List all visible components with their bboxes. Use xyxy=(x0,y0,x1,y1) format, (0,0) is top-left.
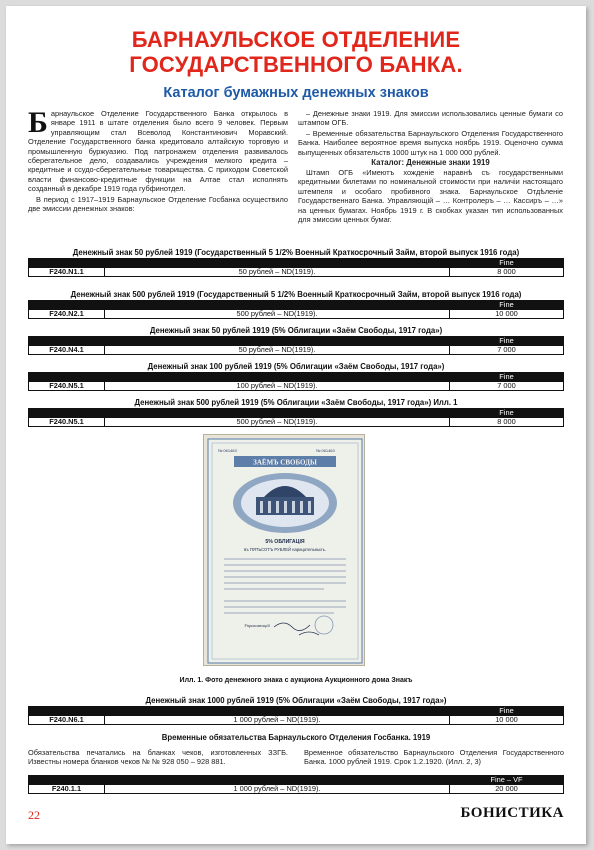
catalog-value: 7 000 xyxy=(450,382,564,391)
section-title: Денежный знак 500 рублей 1919 (5% Облигации «Заём Свободы, 1917 года») Илл. 1 xyxy=(134,398,458,407)
catalog-table xyxy=(28,336,564,355)
page-number: 22 xyxy=(28,808,40,822)
catalog-desc: 1 000 рублей – ND(1919). xyxy=(105,716,450,725)
grade-label: Fine xyxy=(450,707,564,716)
grade-label: Fine xyxy=(450,259,564,268)
catalog-section-7 xyxy=(28,775,564,794)
image-caption: Илл. 1. Фото денежного знака с аукциона Аукционного дома Знакъ xyxy=(179,677,413,684)
banknote-image xyxy=(203,434,365,666)
catalog-table xyxy=(28,300,564,319)
drop-cap: Б xyxy=(28,106,48,139)
page xyxy=(6,6,586,844)
note-column xyxy=(300,501,303,513)
catalog-table xyxy=(28,258,564,277)
catalog-code: F240.N5.1 xyxy=(29,382,105,391)
catalog-table xyxy=(28,706,564,725)
catalog-desc: 500 рублей – ND(1919). xyxy=(105,418,450,427)
catalog-section-4 xyxy=(28,362,564,391)
bottom-left-text: Обязательства печатались на бланках чеков, изготовленных ЗЗГБ. Известны номера бланков чеков № № 928 050 – 928 881. xyxy=(28,748,288,767)
catalog-table xyxy=(28,372,564,391)
note-column xyxy=(276,501,279,513)
page-title-line1: БАРНАУЛЬСКОЕ ОТДЕЛЕНИЕ xyxy=(131,27,461,52)
note-header-text: ЗАЁМЪ СВОБОДЫ xyxy=(253,458,317,467)
grade-label: Fine xyxy=(450,409,564,418)
catalog-desc: 50 рублей – ND(1919). xyxy=(105,346,450,355)
intro-paragraph-1 xyxy=(28,106,288,194)
note-column xyxy=(268,501,271,513)
catalog-section-3 xyxy=(28,326,564,355)
catalog-heading: Каталог: Денежные знаки 1919 xyxy=(371,158,490,168)
catalog-value: 8 000 xyxy=(450,268,564,277)
catalog-section-2 xyxy=(28,290,564,319)
section-title: Денежный знак 50 рублей 1919 (5% Облигации «Заём Свободы, 1917 года») xyxy=(149,326,443,335)
magazine-name: БОНИСТИКА xyxy=(460,805,564,821)
catalog-code: F240.N2.1 xyxy=(29,310,105,319)
note-column xyxy=(260,501,263,513)
note-column xyxy=(292,501,295,513)
section-title: Денежный знак 50 рублей 1919 (Государственный 5 1/2% Военный Краткосрочный Займ, второй выпуск 1916 года) xyxy=(72,248,520,257)
catalog-code: F240.N6.1 xyxy=(29,716,105,725)
catalog-table xyxy=(28,408,564,427)
catalog-desc: 500 рублей – ND(1919). xyxy=(105,310,450,319)
grade-label: Fine xyxy=(450,301,564,310)
catalog-value: 20 000 xyxy=(450,785,564,794)
note-column xyxy=(284,501,287,513)
section-title: Денежный знак 500 рублей 1919 (Государственный 5 1/2% Военный Краткосрочный Займ, второй выпуск 1916 года) xyxy=(70,290,522,299)
catalog-code: F240.N4.1 xyxy=(29,346,105,355)
bottom-right-text: Временное обязательство Барнаульского Отделения Государственного Банка. 1000 рублей 1919. Срок 1.2.1920. (Илл. 2, 3) xyxy=(304,748,564,767)
catalog-desc: 50 рублей – ND(1919). xyxy=(105,268,450,277)
section-title: Денежный знак 1000 рублей 1919 (5% Облигации «Заём Свободы, 1917 года») xyxy=(145,696,447,705)
intro-paragraph-1-text: арнаульское Отделение Государственного Банка открылось в январе 1911 в штате отделения было всего 9 человек. Первым управляющим стал Всеволод Константинович Моравский. Отделение Государственного банка кредитовало алтайскую торговую и промышленную буржуазию. Под патронажем отделения развивалось сберегательное дело, создавались учреждения мелкого кредита – кредитные и ссудо-сберегательные товарищества. С приходом Советской власти финансово-кредитные функции на Алтае стал исполнять созданный в декабре 1919 года губфинотдел. xyxy=(28,109,288,194)
intro-left-column xyxy=(28,106,288,214)
catalog-section-1 xyxy=(28,248,564,277)
intro-right-paragraph-1: – Денежные знаки 1919. Для эмиссии использовались ценные бумаги со штампом ОГБ. xyxy=(298,109,563,128)
intro-paragraph-2: В период с 1917–1919 Барнаульское Отделение Госбанка осуществило две эмиссии денежных знаков: xyxy=(28,194,288,214)
catalog-code: F240.N5.1 xyxy=(29,418,105,427)
catalog-value: 10 000 xyxy=(450,310,564,319)
intro-right-column xyxy=(298,109,563,225)
note-serial-right: № 061463 xyxy=(316,448,335,453)
catalog-value: 10 000 xyxy=(450,716,564,725)
intro-right-paragraph-3: Штамп ОГБ «Имеютъ хожденiе наравнѣ съ государственными кредитными билетами по номинальной стоимости при наличiи настоящаго штемпеля и особаго пробивного знака. Барнаульское Отдѣленiе Государственнаго Банка. Управляющiй – … Контролеръ – … Кассиръ – …» на ценных бумагах. Ноябрь 1919 г. В скобках указан тип использованных для эмиссии ценных бумаг. xyxy=(298,168,563,225)
catalog-table xyxy=(28,775,564,794)
page-subtitle: Каталог бумажных денежных знаков xyxy=(163,85,429,101)
note-amount: въ ПЯТЬСОТЪ РУБЛЕЙ нарицательныхъ. xyxy=(244,547,326,552)
note-signature-label: Управляющій xyxy=(244,623,270,628)
intro-right-paragraph-2: – Временные обязательства Барнаульского Отделения Государственного Банка. Наиболее вероятное время выпуска ноябрь 1919. Оценочно сумма выпущенных обязательств 1000 штук на 1 000 000 рублей. xyxy=(298,128,563,157)
catalog-code: F240.N1.1 xyxy=(29,268,105,277)
catalog-desc: 1 000 рублей – ND(1919). xyxy=(105,785,450,794)
note-serial-left: № 061463 xyxy=(218,448,237,453)
grade-label: Fine – VF xyxy=(450,776,564,785)
note-percent: 5% ОБЛИГАЦІЯ xyxy=(265,539,305,545)
catalog-code: F240.1.1 xyxy=(29,785,105,794)
catalog-value: 8 000 xyxy=(450,418,564,427)
catalog-section-6 xyxy=(28,696,564,725)
catalog-desc: 100 рублей – ND(1919). xyxy=(105,382,450,391)
catalog-value: 7 000 xyxy=(450,346,564,355)
catalog-section-7-heading xyxy=(28,733,564,743)
banknote-drawing xyxy=(204,435,366,667)
note-column xyxy=(308,501,311,513)
section-title: Денежный знак 100 рублей 1919 (5% Облигации «Заём Свободы, 1917 года») xyxy=(147,362,445,371)
grade-label: Fine xyxy=(450,373,564,382)
section-title: Временные обязательства Барнаульского Отделения Госбанка. 1919 xyxy=(161,733,431,742)
catalog-section-5 xyxy=(28,398,564,427)
page-title-line2: ГОСУДАРСТВЕННОГО БАНКА. xyxy=(129,52,463,77)
grade-label: Fine xyxy=(450,337,564,346)
